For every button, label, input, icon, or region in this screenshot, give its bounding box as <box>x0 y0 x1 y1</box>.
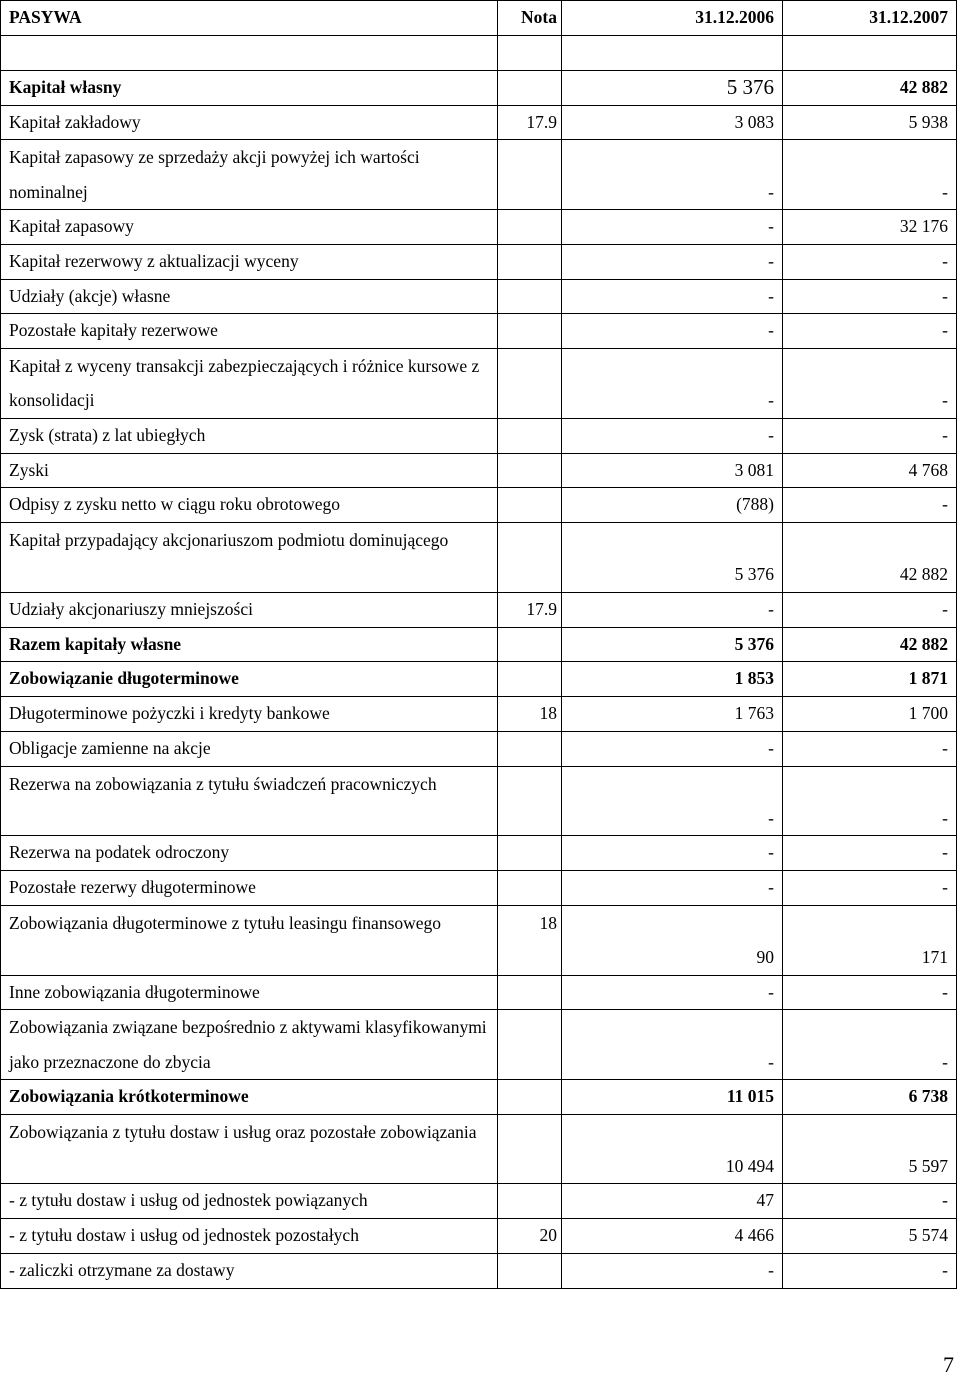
table-row <box>1 453 957 488</box>
row-note <box>498 1079 562 1114</box>
row-value-2006: 5 376 <box>562 70 783 105</box>
row-value-2007: - <box>783 244 957 279</box>
row-value-2007: - <box>783 1184 957 1219</box>
row-label: Kapitał zapasowy <box>1 209 498 244</box>
row-note <box>498 523 562 593</box>
row-value-2007: - <box>783 418 957 453</box>
table-row <box>1 662 957 697</box>
table-row <box>1 1253 957 1288</box>
table-row <box>1 105 957 140</box>
row-note: 18 <box>498 905 562 975</box>
row-note <box>498 244 562 279</box>
row-value-2007: 42 882 <box>783 70 957 105</box>
row-label: Rezerwa na zobowiązania z tytułu świadczeń pracowniczych <box>1 766 498 836</box>
row-label: Zobowiązania długoterminowe z tytułu leasingu finansowego <box>1 905 498 975</box>
row-label: Zysk (strata) z lat ubiegłych <box>1 418 498 453</box>
row-value-2007: 42 882 <box>783 523 957 593</box>
table-body <box>1 70 957 1288</box>
table-row <box>1 871 957 906</box>
table-row <box>1 1079 957 1114</box>
row-note <box>498 418 562 453</box>
table-row <box>1 279 957 314</box>
row-value-2006: - <box>562 975 783 1010</box>
row-value-2006: - <box>562 1010 783 1080</box>
row-value-2006: 3 081 <box>562 453 783 488</box>
header-label: PASYWA <box>1 1 498 36</box>
row-value-2006: 3 083 <box>562 105 783 140</box>
row-value-2007: - <box>783 488 957 523</box>
row-note: 18 <box>498 697 562 732</box>
row-note: 20 <box>498 1219 562 1254</box>
row-value-2007: 5 597 <box>783 1114 957 1184</box>
row-value-2006: 11 015 <box>562 1079 783 1114</box>
row-label: Obligacje zamienne na akcje <box>1 731 498 766</box>
row-label: Kapitał zakładowy <box>1 105 498 140</box>
row-note <box>498 70 562 105</box>
table-row <box>1 592 957 627</box>
row-value-2007: - <box>783 279 957 314</box>
row-value-2007: 6 738 <box>783 1079 957 1114</box>
table-row <box>1 731 957 766</box>
row-note <box>498 1010 562 1080</box>
row-value-2007: - <box>783 871 957 906</box>
row-label: Długoterminowe pożyczki i kredyty bankowe <box>1 697 498 732</box>
row-value-2007: 5 574 <box>783 1219 957 1254</box>
row-value-2006: - <box>562 314 783 349</box>
row-value-2007: - <box>783 731 957 766</box>
table-row <box>1 140 957 210</box>
table-row <box>1 209 957 244</box>
row-value-2007: - <box>783 836 957 871</box>
header-col-2007: 31.12.2007 <box>783 1 957 36</box>
table-row <box>1 314 957 349</box>
row-note <box>498 627 562 662</box>
row-value-2007: 1 700 <box>783 697 957 732</box>
row-value-2006: - <box>562 766 783 836</box>
row-note <box>498 314 562 349</box>
row-note <box>498 1184 562 1219</box>
row-note <box>498 766 562 836</box>
row-value-2006: 4 466 <box>562 1219 783 1254</box>
table-row <box>1 766 957 836</box>
row-value-2006: 1 763 <box>562 697 783 732</box>
table-row <box>1 836 957 871</box>
table-row <box>1 1010 957 1080</box>
row-label: Kapitał przypadający akcjonariuszom podmiotu dominującego <box>1 523 498 593</box>
row-label: Udziały (akcje) własne <box>1 279 498 314</box>
row-label: - z tytułu dostaw i usług od jednostek pozostałych <box>1 1219 498 1254</box>
row-value-2006: 1 853 <box>562 662 783 697</box>
table-row <box>1 627 957 662</box>
row-value-2007: 32 176 <box>783 209 957 244</box>
row-label: Zobowiązania związane bezpośrednio z aktywami klasyfikowanymi jako przeznaczone do zbycia <box>1 1010 498 1080</box>
row-note <box>498 140 562 210</box>
row-value-2007: - <box>783 1010 957 1080</box>
row-note <box>498 453 562 488</box>
row-value-2007: 1 871 <box>783 662 957 697</box>
row-label: Kapitał z wyceny transakcji zabezpieczających i różnice kursowe z konsolidacji <box>1 349 498 419</box>
row-value-2006: (788) <box>562 488 783 523</box>
row-label: Kapitał rezerwowy z aktualizacji wyceny <box>1 244 498 279</box>
row-value-2006: - <box>562 1253 783 1288</box>
table-row <box>1 905 957 975</box>
row-value-2006: - <box>562 244 783 279</box>
row-note <box>498 836 562 871</box>
row-label: Zobowiązanie długoterminowe <box>1 662 498 697</box>
row-label: Inne zobowiązania długoterminowe <box>1 975 498 1010</box>
row-value-2006: 5 376 <box>562 523 783 593</box>
row-value-2006: - <box>562 871 783 906</box>
table-row <box>1 697 957 732</box>
row-note: 17.9 <box>498 592 562 627</box>
row-note <box>498 1114 562 1184</box>
row-note <box>498 975 562 1010</box>
row-value-2007: 42 882 <box>783 627 957 662</box>
table-row <box>1 1114 957 1184</box>
table-row <box>1 1219 957 1254</box>
row-value-2006: 5 376 <box>562 627 783 662</box>
row-value-2006: - <box>562 279 783 314</box>
table-row <box>1 244 957 279</box>
row-note: 17.9 <box>498 105 562 140</box>
row-note <box>498 1253 562 1288</box>
row-value-2006: - <box>562 731 783 766</box>
row-value-2006: - <box>562 836 783 871</box>
row-value-2007: 4 768 <box>783 453 957 488</box>
row-value-2007: - <box>783 349 957 419</box>
row-label: Zobowiązania z tytułu dostaw i usług oraz pozostałe zobowiązania <box>1 1114 498 1184</box>
row-value-2007: - <box>783 1253 957 1288</box>
row-label: Pozostałe kapitały rezerwowe <box>1 314 498 349</box>
table-row <box>1 70 957 105</box>
row-label: Udziały akcjonariuszy mniejszości <box>1 592 498 627</box>
row-note <box>498 349 562 419</box>
row-value-2006: - <box>562 418 783 453</box>
row-label: Kapitał zapasowy ze sprzedaży akcji powyżej ich wartości nominalnej <box>1 140 498 210</box>
row-value-2006: 47 <box>562 1184 783 1219</box>
row-note <box>498 209 562 244</box>
row-value-2007: - <box>783 766 957 836</box>
row-label: - z tytułu dostaw i usług od jednostek powiązanych <box>1 1184 498 1219</box>
row-note <box>498 731 562 766</box>
row-value-2006: - <box>562 209 783 244</box>
row-note <box>498 871 562 906</box>
row-label: Rezerwa na podatek odroczony <box>1 836 498 871</box>
row-label: Pozostałe rezerwy długoterminowe <box>1 871 498 906</box>
row-value-2007: 5 938 <box>783 105 957 140</box>
blank-row <box>1 35 957 70</box>
row-value-2006: - <box>562 140 783 210</box>
header-col-2006: 31.12.2006 <box>562 1 783 36</box>
row-value-2006: 90 <box>562 905 783 975</box>
row-note <box>498 662 562 697</box>
row-value-2006: - <box>562 592 783 627</box>
table-header-row <box>1 1 957 36</box>
table-row <box>1 975 957 1010</box>
row-value-2006: 10 494 <box>562 1114 783 1184</box>
row-label: Kapitał własny <box>1 70 498 105</box>
row-label: Zyski <box>1 453 498 488</box>
row-value-2007: - <box>783 975 957 1010</box>
table-row <box>1 523 957 593</box>
table-row <box>1 488 957 523</box>
row-label: Odpisy z zysku netto w ciągu roku obrotowego <box>1 488 498 523</box>
row-label: - zaliczki otrzymane za dostawy <box>1 1253 498 1288</box>
row-value-2007: 171 <box>783 905 957 975</box>
row-value-2007: - <box>783 314 957 349</box>
row-note <box>498 488 562 523</box>
row-note <box>498 279 562 314</box>
table-row <box>1 349 957 419</box>
table-row <box>1 1184 957 1219</box>
header-note: Nota <box>498 1 562 36</box>
table-row <box>1 418 957 453</box>
row-value-2007: - <box>783 140 957 210</box>
row-label: Zobowiązania krótkoterminowe <box>1 1079 498 1114</box>
page-number: 7 <box>943 1352 954 1377</box>
row-value-2007: - <box>783 592 957 627</box>
row-label: Razem kapitały własne <box>1 627 498 662</box>
row-value-2006: - <box>562 349 783 419</box>
